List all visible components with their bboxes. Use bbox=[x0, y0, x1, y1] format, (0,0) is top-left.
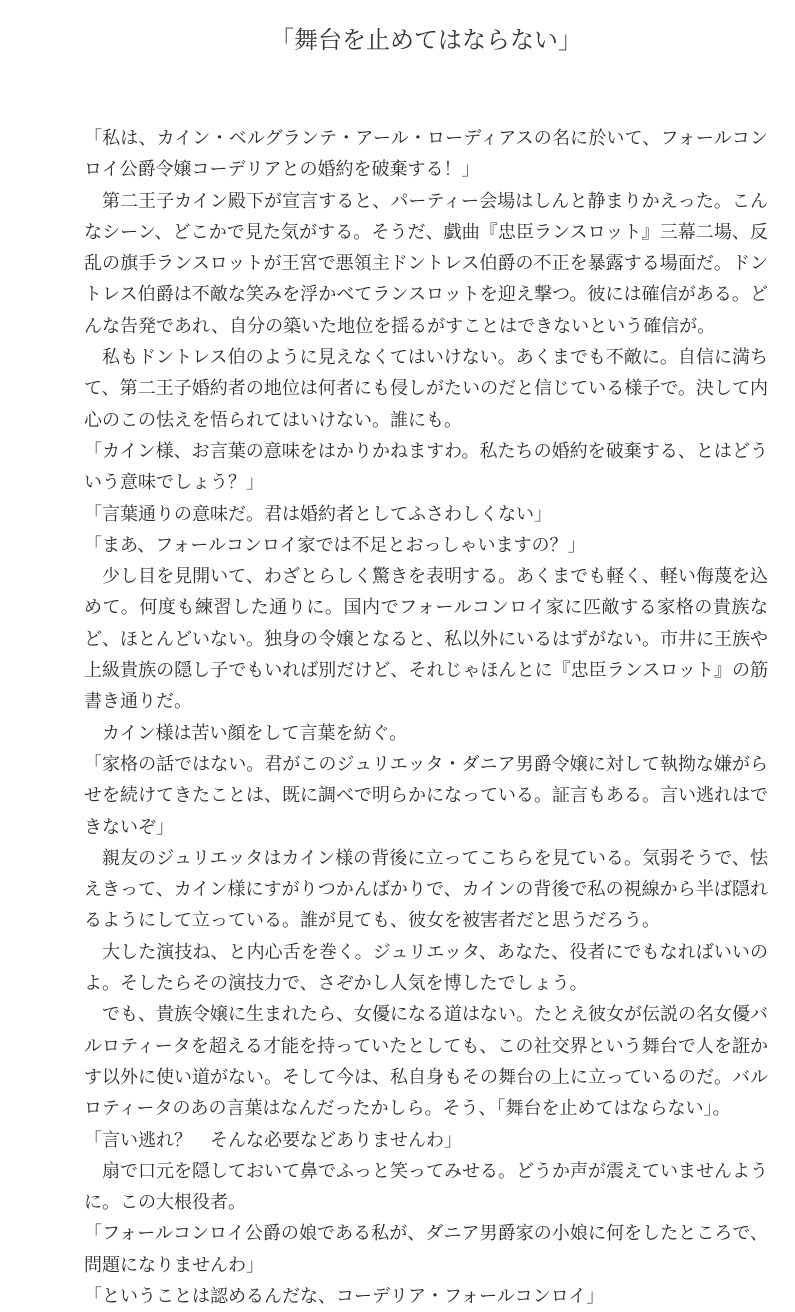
paragraph: 「言い逃れ？ そんな必要などありませんわ」 bbox=[84, 1129, 462, 1150]
novel-episode-page bbox=[84, 0, 768, 1312]
paragraph: 「まあ、フォールコンロイ家では不足とおっしゃいますの？」 bbox=[84, 534, 586, 555]
paragraph: 私もドントレス伯のように見えなくてはいけない。あくまでも不敵に。自信に満ちて、第二王子婚約者の地位は何者にも侵しがたいのだと信じている様子で。決して内心のこの怯えを悟られてはいけない。誰にも。 bbox=[84, 347, 768, 430]
paragraph: 大した演技ね、と内心舌を巻く。ジュリエッタ、あなた、役者にでもなればいいのよ。そしたらその演技力で、さぞかし人気を博したでしょう。 bbox=[84, 941, 768, 994]
paragraph: 第二王子カイン殿下が宣言すると、パーティー会場はしんと静まりかえった。こんなシーン、どこかで見た気がする。そうだ、戯曲『忠臣ランスロット』三幕二場、反乱の旗手ランスロットが王宮で悪領主ドントレス伯爵の不正を暴露する場面だ。ドントレス伯爵は不敵な笑みを浮かべてランスロットを迎え撃つ。彼には確信がある。どんな告発であれ、自分の築いた地位を揺るがすことはできないという確信が。 bbox=[84, 190, 768, 336]
episode-body bbox=[84, 123, 768, 1312]
paragraph: 少し目を見開いて、わざとらしく驚きを表明する。あくまでも軽く、軽い侮蔑を込めて。何度も練習した通りに。国内でフォールコンロイ家に匹敵する家格の貴族など、ほとんどいない。独身の令嬢となると、私以外にいるはずがない。市井に王族や上級貴族の隠し子でもいれば別だけど、それじゃほんとに『忠臣ランスロット』の筋書き通りだ。 bbox=[84, 566, 768, 712]
paragraph: カイン様は苦い顔をして言葉を紡ぐ。 bbox=[84, 722, 408, 743]
paragraph: 「フォールコンロイ公爵の娘である私が、ダニア男爵家の小娘に何をしたところで、問題になりませんわ」 bbox=[84, 1223, 768, 1275]
paragraph: 「ということは認めるんだな、コーデリア・フォールコンロイ」 bbox=[84, 1285, 605, 1306]
paragraph: 「家格の話ではない。君がこのジュリエッタ・ダニア男爵令嬢に対して執拗な嫌がらせを続けてきたことは、既に調べで明らかになっている。証言もある。言い逃れはできないぞ」 bbox=[84, 753, 768, 837]
paragraph: 扇で口元を隠しておいて鼻でふっと笑ってみせる。どうか声が震えていませんように。この大根役者。 bbox=[84, 1160, 768, 1213]
paragraph: 親友のジュリエッタはカイン様の背後に立ってこちらを見ている。気弱そうで、怯えきって、カイン様にすがりつかんばかりで、カインの背後で私の視線から半ば隠れるようにして立っている。誰が見ても、彼女を被害者だと思うだろう。 bbox=[84, 847, 768, 931]
paragraph: 「言葉通りの意味だ。君は婚約者としてふさわしくない」 bbox=[84, 503, 552, 524]
paragraph: でも、貴族令嬢に生まれたら、女優になる道はない。たとえ彼女が伝説の名女優バルロティータを超える才能を持っていたとしても、この社交界という舞台で人を誑かす以外に使い道がない。そして今は、私自身もその舞台の上に立っているのだ。バルロティータのあの言葉はなんだったかしら。そう、「舞台を止めてはならない」。 bbox=[84, 1004, 768, 1119]
paragraph: 「私は、カイン・ベルグランテ・アール・ローディアスの名に於いて、フォールコンロイ公爵令嬢コーデリアとの婚約を破棄する！」 bbox=[84, 128, 768, 180]
paragraph: 「カイン様、お言葉の意味をはかりかねますわ。私たちの婚約を破棄する、とはどういう意味でしょう？」 bbox=[84, 440, 768, 493]
episode-title: 「舞台を止めてはならない」 bbox=[270, 27, 582, 54]
